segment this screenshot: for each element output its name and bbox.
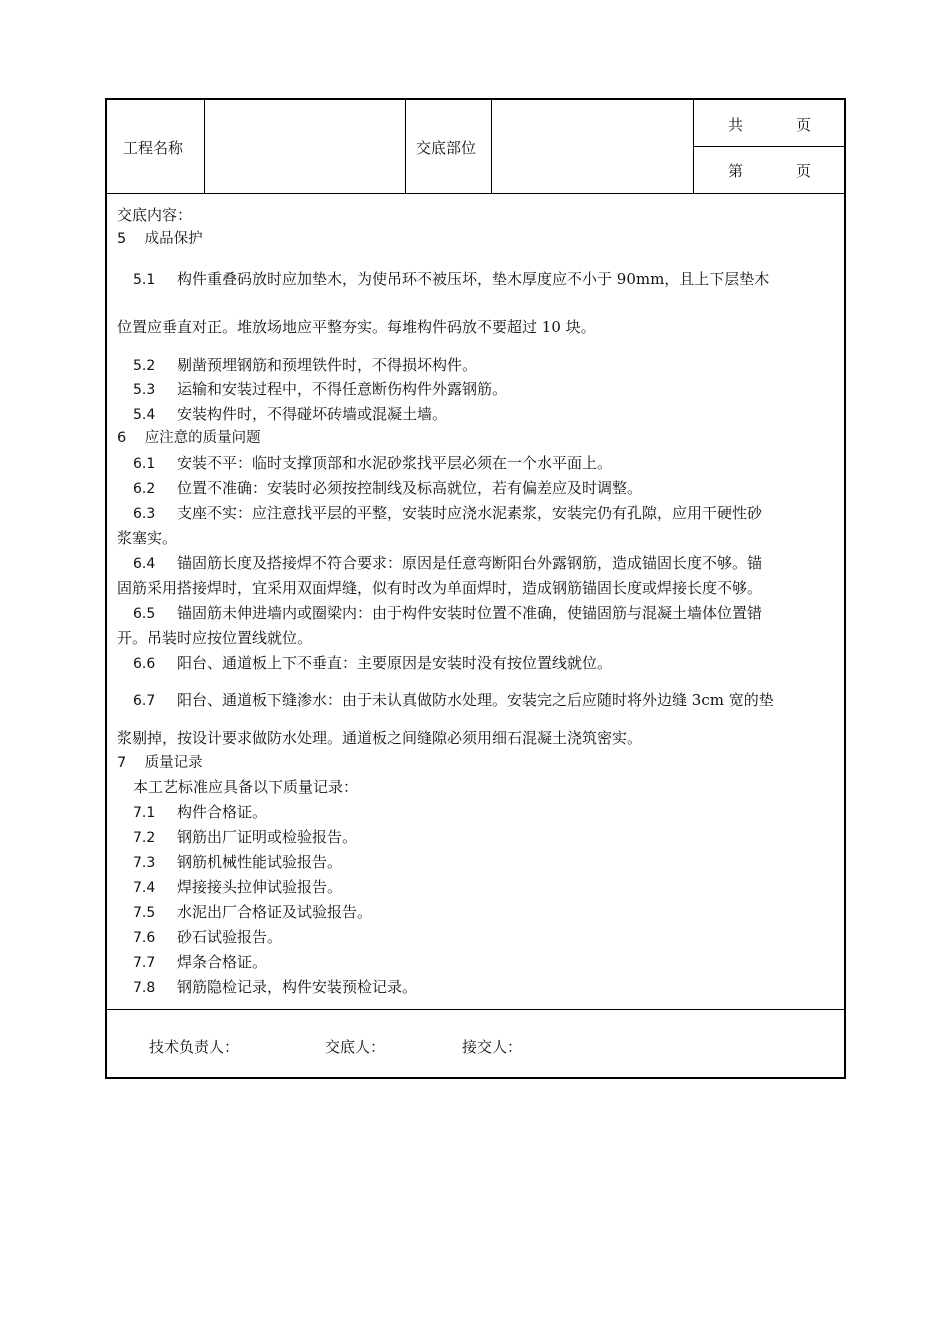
content-intro: 交底内容： xyxy=(117,206,193,224)
item-text: 焊条合格证。 xyxy=(177,953,268,971)
item-number: 7.4 xyxy=(133,880,156,896)
item-continuation: 浆剔掉，按设计要求做防水处理。通道板之间缝隙必须用细石混凝土浇筑密实。 xyxy=(117,729,643,747)
list-item xyxy=(117,553,839,574)
section-number: 7 xyxy=(117,755,127,771)
list-item xyxy=(117,478,839,499)
divider xyxy=(204,100,205,193)
item-text: 阳台、通道板下缝渗水：由于未认真做防水处理。安装完之后应随时将外边缝 3cm 宽的垫 xyxy=(177,691,774,709)
receiver-label: 接交人： xyxy=(462,1038,523,1056)
project-name-label: 工程名称 xyxy=(123,139,184,157)
list-item xyxy=(117,852,839,873)
item-text: 安装构件时，不得碰坏砖墙或混凝土墙。 xyxy=(177,405,448,423)
total-pages-cell xyxy=(694,100,844,146)
signature-row xyxy=(107,1009,844,1078)
item-text: 水泥出厂合格证及试验报告。 xyxy=(177,903,373,921)
item-number: 6.7 xyxy=(133,693,156,709)
list-item xyxy=(117,927,839,948)
item-continuation: 位置应垂直对正。堆放场地应平整夯实。每堆构件码放不要超过 10 块。 xyxy=(117,318,596,336)
item-number: 5.3 xyxy=(133,382,156,398)
page-label: 第 xyxy=(728,162,744,180)
item-number: 6.3 xyxy=(133,506,156,522)
total-unit: 页 xyxy=(796,116,812,134)
item-continuation: 开。吊装时应按位置线就位。 xyxy=(117,629,313,647)
item-text: 运输和安装过程中，不得任意断伤构件外露钢筋。 xyxy=(177,380,508,398)
list-item xyxy=(117,404,839,425)
list-item xyxy=(117,690,839,711)
list-item xyxy=(117,503,839,524)
item-number: 6.5 xyxy=(133,606,156,622)
item-number: 5.4 xyxy=(133,407,156,423)
divider xyxy=(405,100,406,193)
item-number: 6.2 xyxy=(133,481,156,497)
item-text: 钢筋隐检记录，构件安装预检记录。 xyxy=(177,978,418,996)
list-item xyxy=(117,603,839,624)
item-text: 锚固筋长度及搭接焊不符合要求：原因是任意弯断阳台外露钢筋，造成锚固长度不够。锚 xyxy=(177,554,763,572)
item-number: 7.7 xyxy=(133,955,156,971)
divider xyxy=(491,100,492,193)
item-text: 钢筋出厂证明或检验报告。 xyxy=(177,828,358,846)
item-continuation: 浆塞实。 xyxy=(117,529,178,547)
section-number: 6 xyxy=(117,430,127,446)
item-text: 焊接接头拉伸试验报告。 xyxy=(177,878,343,896)
list-item xyxy=(117,977,839,998)
list-item xyxy=(117,802,839,823)
list-item xyxy=(117,952,839,973)
item-number: 7.5 xyxy=(133,905,156,921)
section-heading xyxy=(117,753,839,773)
item-number: 7.8 xyxy=(133,980,156,996)
list-item xyxy=(117,653,839,674)
item-text: 位置不准确：安装时必须按控制线及标高就位，若有偏差应及时调整。 xyxy=(177,479,643,497)
item-text: 钢筋机械性能试验报告。 xyxy=(177,853,343,871)
section-intro: 本工艺标准应具备以下质量记录： xyxy=(133,778,359,796)
item-text: 构件重叠码放时应加垫木，为使吊环不被压坏，垫木厚度应不小于 90mm，且上下层垫木 xyxy=(177,270,770,288)
item-continuation: 固筋采用搭接焊时，宜采用双面焊缝，似有时改为单面焊时，造成钢筋锚固长度或焊接长度不够。 xyxy=(117,579,763,597)
section-heading xyxy=(117,428,839,448)
section-heading xyxy=(117,229,839,249)
item-number: 6.1 xyxy=(133,456,156,472)
tech-lead-label: 技术负责人： xyxy=(149,1038,240,1056)
item-number: 7.6 xyxy=(133,930,156,946)
handover-by-label: 交底人： xyxy=(325,1038,386,1056)
item-text: 构件合格证。 xyxy=(177,803,268,821)
list-item xyxy=(117,877,839,898)
item-number: 6.6 xyxy=(133,656,156,672)
item-number: 7.3 xyxy=(133,855,156,871)
section-title: 应注意的质量问题 xyxy=(144,430,261,446)
section-number: 5 xyxy=(117,231,127,247)
item-text: 剔凿预埋钢筋和预埋铁件时，不得损坏构件。 xyxy=(177,356,478,374)
item-number: 7.1 xyxy=(133,805,156,821)
item-number: 7.2 xyxy=(133,830,156,846)
section-title: 质量记录 xyxy=(144,755,203,771)
location-label: 交底部位 xyxy=(416,139,477,157)
item-text: 支座不实：应注意找平层的平整，安装时应浇水泥素浆，安装完仍有孔隙，应用干硬性砂 xyxy=(177,504,763,522)
section-title: 成品保护 xyxy=(144,231,203,247)
list-item xyxy=(117,902,839,923)
item-text: 砂石试验报告。 xyxy=(177,928,283,946)
disclosure-form xyxy=(105,98,846,1079)
item-number: 5.1 xyxy=(133,272,156,288)
list-item xyxy=(117,269,839,290)
list-item xyxy=(117,379,839,400)
item-text: 锚固筋未伸进墙内或圈梁内：由于构件安装时位置不准确，使锚固筋与混凝土墙体位置错 xyxy=(177,604,763,622)
list-item xyxy=(117,453,839,474)
total-label: 共 xyxy=(728,116,744,134)
disclosure-content xyxy=(107,193,844,1009)
item-number: 6.4 xyxy=(133,556,156,572)
page-number-cell xyxy=(694,146,844,193)
item-text: 阳台、通道板上下不垂直：主要原因是安装时没有按位置线就位。 xyxy=(177,654,613,672)
item-text: 安装不平：临时支撑顶部和水泥砂浆找平层必须在一个水平面上。 xyxy=(177,454,613,472)
item-number: 5.2 xyxy=(133,358,156,374)
page-unit: 页 xyxy=(796,162,812,180)
list-item xyxy=(117,355,839,376)
list-item xyxy=(117,827,839,848)
form-header xyxy=(107,100,844,194)
